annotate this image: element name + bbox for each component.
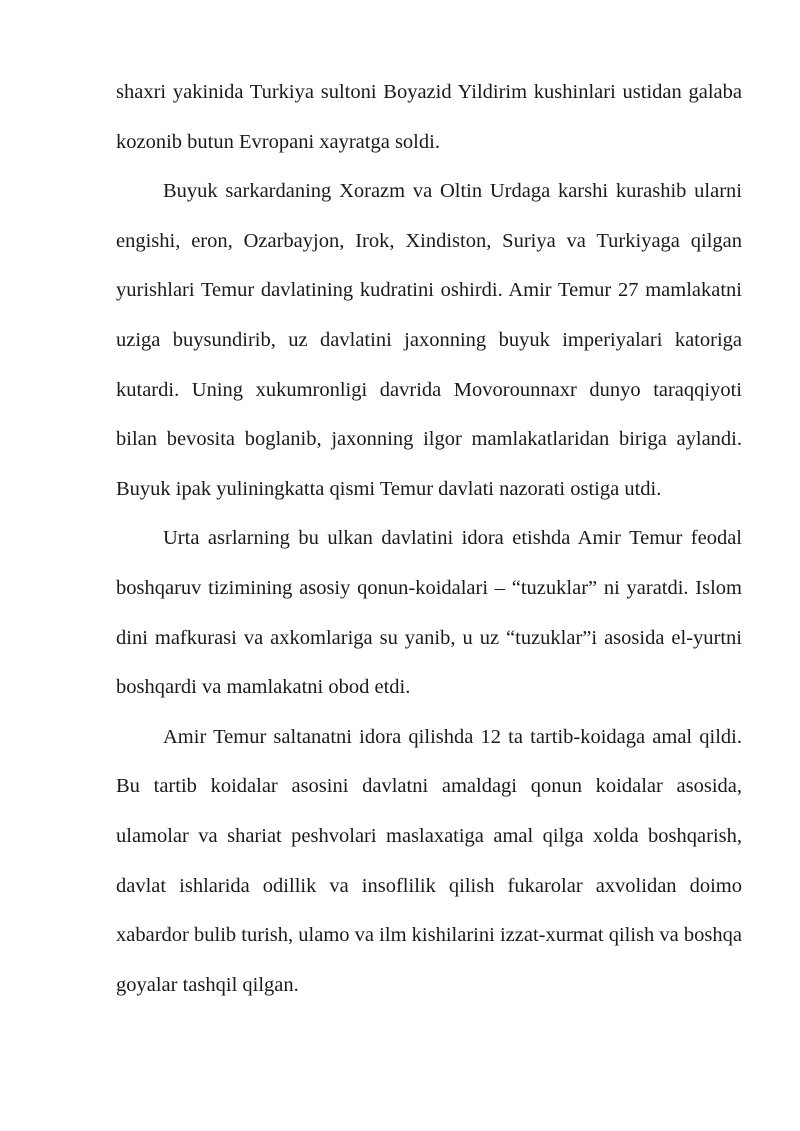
paragraph-4: Amir Temur saltanatni idora qilishda 12 ta tartib-koidaga amal qildi. Bu tartib koidalar asosini davlatni amaldagi qonun koidalar asosida, ulamolar va shariat peshvolari maslaxatiga amal qilga xolda boshqarish, davlat ishlarida odillik va insoflilik qilish fukarolar axvolidan doimo xabardor bulib turish, ulamo va ilm kishilarini izzat-xurmat qilish va boshqa goyalar tashqil qilgan.: [116, 725, 742, 996]
paragraph-3: Urta asrlarning bu ulkan davlatini idora etishda Amir Temur feodal boshqaruv tizimining asosiy qonun-koidalari – “tuzuklar” ni yaratdi. Islom dini mafkurasi va axkomlariga su yanib, u uz “tuzuklar”i asosida el-yurtni boshqardi va mamlakatni obod etdi.: [116, 527, 742, 699]
document-body: [116, 68, 742, 1010]
paragraph-2: Buyuk sarkardaning Xorazm va Oltin Urdaga karshi kurashib ularni engishi, eron, Ozarbayjon, Irok, Xindiston, Suriya va Turkiyaga qilgan yurishlari Temur davlatining kudratini oshirdi. Amir Temur 27 mamlakatni uziga buysundirib, uz davlatini jaxonning buyuk imperiyalari katoriga kutardi. Uning xukumronligi davrida Movorounnaxr dunyo taraqqiyoti bilan bevosita boglanib, jaxonning ilgor mamlakatlaridan biriga aylandi. Buyuk ipak yuliningkatta qismi Temur davlati nazorati ostiga utdi.: [116, 180, 742, 500]
paragraph-1: shaxri yakinida Turkiya sultoni Boyazid Yildirim kushinlari ustidan galaba kozonib butun Evropani xayratga soldi.: [116, 81, 742, 153]
